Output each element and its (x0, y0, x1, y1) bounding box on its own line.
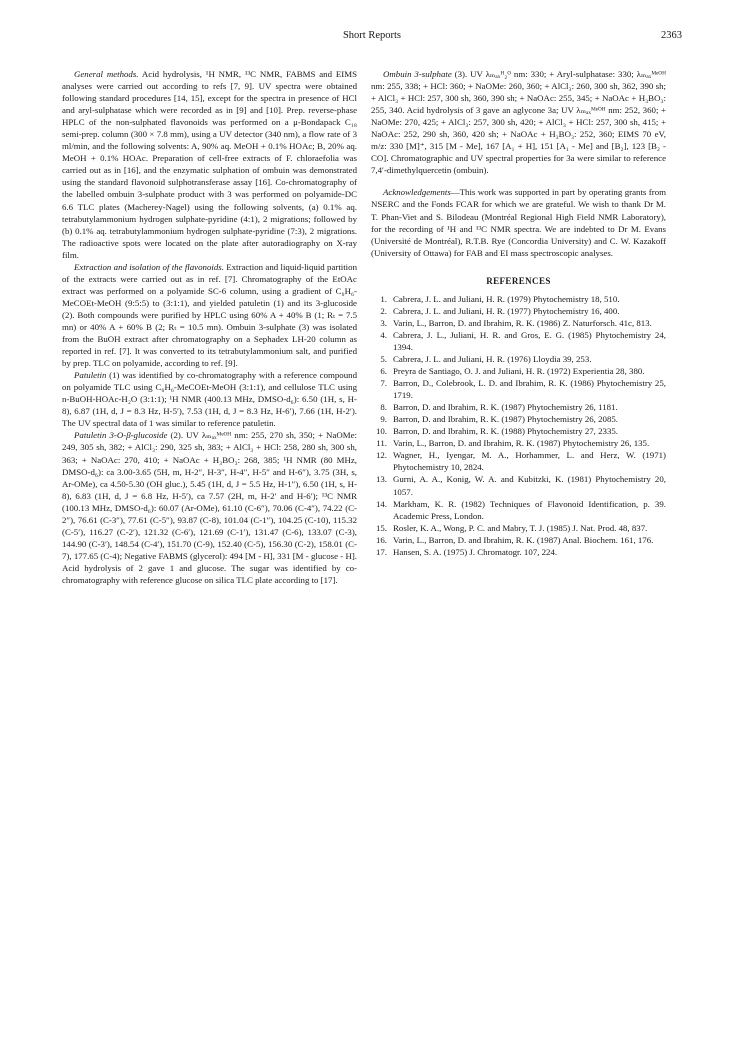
reference-item (371, 449, 666, 473)
reference-text: Rosler, K. A., Wong, P. C. and Mabry, T. J. (1985) J. Nat. Prod. 48, 837. (393, 522, 648, 533)
ombuin-heading: Ombuin 3-sulphate (383, 69, 452, 79)
reference-item (371, 305, 666, 317)
reference-number: 8. (380, 402, 387, 413)
reference-text: Cabrera, J. L., Juliani, H. R. and Gros, E. G. (1985) Phytochemistry 24, 1394. (393, 329, 666, 352)
reference-text: Barron, D. and Ibrahim, R. K. (1988) Phytochemistry 27, 2335. (393, 426, 618, 437)
extraction-heading: Extraction and isolation of the flavonoids. (74, 261, 224, 272)
extraction-text: Extraction and liquid-liquid partition of the extracts were carried out as in ref. [7]. Chromatography of the EtOAc extract was performed on a polyamide SC-6 column, using a gradient of C₆H₆-MeCOEt-MeOH (9:5:5) to (3:1:1), and yielded patuletin (1) and its 3-glucoside (2). Both compounds were purified by HPLC using 60% A + 40% B (1; Rₜ = 7.5 mn) or 40% A + 60% B (2; Rₜ = 10.5 mn). Ombuin 3-sulphate (3) was isolated from the BuOH extract after chromatography on a Sephadex LH-20 column as reported in ref. [7]. It was converted to its tetrabutylammonium salt, and purified by prep. TLC on polyamide, according to ref. [9]. (62, 261, 357, 369)
reference-item (371, 498, 666, 522)
general-methods-text: Acid hydrolysis, ¹H NMR, ¹³C NMR, FABMS and EIMS analyses were carried out according to refs [7, 9]. UV spectra were obtained following standard procedures [14, 15], except for the spectra in presence of HCl and aryl-sulphatase which were recorded as in [9] and [10]. Prep. reverse-phase HPLC of the non-sulphated flavonoids was performed on a μ-Bondapack C₁₈ semi-prep. column (300 × 7.8 mm), using a UV detector (340 nm), a flow rate of 3 ml/min, and the following solvents: A, 90% aq. MeOH + 0.1% HOAc; B, 20% aq. MeOH + 0.1% HOAc. Preparation of cell-free extracts of F. chloraefolia was carried out as in [16], and the enzymatic sulphation of ombuin was demonstrated using the standard flavonoid sulphotransferase assay [16]. Co-chromatography of the labelled ombuin 3-sulphate product with 3 was performed on polyamide-DC 6.6 TLC plates (Macherey-Nagel) using the following solvents, (a) 0.1% aq. tetrabutylammonium hydrogen sulphate-pyridine (4:1), 2 migrations; followed by (b) 0.1% aq. tetrabutylammonium hydrogen sulphate-pyridine (7:3), 2 migrations. The radioactive spots were located on the plate after autoradiography on X-ray film. (62, 69, 357, 260)
reference-item (371, 522, 666, 534)
reference-text: Varin, L., Barron, D. and Ibrahim, R. K. (1987) Anal. Biochem. 161, 176. (393, 534, 654, 545)
reference-number: 11. (376, 438, 387, 449)
page-header (62, 30, 682, 46)
reference-text: Cabrera, J. L. and Juliani, H. R. (1979) Phytochemistry 18, 510. (393, 293, 620, 304)
reference-number: 3. (380, 317, 387, 328)
reference-item (371, 353, 666, 365)
references-list (371, 293, 666, 558)
reference-item (371, 473, 666, 497)
glucoside-paragraph (62, 429, 357, 586)
reference-item (371, 329, 666, 353)
reference-item (371, 425, 666, 437)
left-column (62, 68, 357, 586)
reference-number: 17. (375, 546, 387, 557)
reference-number: 16. (375, 534, 387, 545)
reference-number: 13. (375, 474, 387, 485)
acknowledgements-heading: Acknowledgements (383, 187, 451, 198)
reference-item (371, 413, 666, 425)
reference-item (371, 534, 666, 546)
reference-text: Preyra de Santiago, O. J. and Juliani, H. R. (1972) Experientia 28, 380. (393, 366, 645, 377)
reference-text: Cabrera, J. L. and Juliani, H. R. (1976) Lloydia 39, 253. (393, 353, 592, 364)
reference-number: 14. (375, 498, 387, 509)
page-number: 2363 (661, 30, 682, 41)
reference-number: 5. (380, 353, 387, 364)
patuletin-heading: Patuletin (74, 370, 107, 381)
right-column (371, 68, 666, 558)
extraction-paragraph (62, 261, 357, 369)
reference-text: Hansen, S. A. (1975) J. Chromatogr. 107, 224. (393, 546, 558, 557)
reference-text: Varin, L., Barron, D. and Ibrahim, R. K. (1987) Phytochemistry 26, 135. (393, 438, 650, 449)
reference-text: Markham, K. R. (1982) Techniques of Flavonoid Identification, p. 39. Academic Press, London. (393, 498, 666, 521)
glucoside-text: (2). UV λₘₐₓᴹᵉᴼᴴ nm: 255, 270 sh, 350; + NaOMe: 249, 305 sh, 382; + AlCl₃: 290, 325 sh, 383; + AlCl₃ + HCl: 258, 280 sh, 300 sh, 363; + NaOAc: 270, 410; + NaOAc + H₃BO₃: 268, 385; ¹H NMR (80 MHz, DMSO-d₆): ca 3.00-3.65 (5H, m, H-2″, H-3″, H-4″, H-5″ and H-6″), 3.75 (3H, s, Ar-OMe), ca 4.50-5.30 (OH gluc.), 5.45 (1H, d, J = 5.5 Hz, H-1″), 6.50 (1H, s, H-8), 6.83 (1H, d, J = 6.8 Hz, H-5′), ca 7.57 (2H, m, H-2′ and H-6′); ¹³C NMR (100.13 MHz, DMSO-d₆): 60.07 (Ar-OMe), 61.10 (C-6″), 70.06 (C-4″), 74.22 (C-2″), 76.61 (C-3″), 77.61 (C-5″), 93.87 (C-8), 101.04 (C-1″), 104.25 (C-10), 115.32 (C-5′), 116.27 (C-2′), 121.32 (C-6′), 121.69 (C-1′), 131.47 (C-6), 133.07 (C-3), 144.90 (C-3′), 148.54 (C-4′), 151.70 (C-9), 152.40 (C-5), 156.30 (C-2), 158.01 (C-7), 177.65 (C-4); Negative FABMS (glycerol): 494 [M - H], 331 [M - glucose - H]. Acid hydrolysis of 2 gave 1 and glucose. The sugar was identified by co-chromatography with reference glucose on silica TLC plate according to [17]. (62, 430, 358, 585)
reference-number: 12. (375, 450, 387, 461)
reference-text: Cabrera, J. L. and Juliani, H. R. (1977) Phytochemistry 16, 400. (393, 305, 620, 316)
reference-number: 6. (380, 366, 387, 377)
reference-number: 10. (375, 426, 387, 437)
references-heading: REFERENCES (486, 275, 551, 286)
reference-item (371, 401, 666, 413)
general-methods-heading: General methods. (74, 69, 139, 79)
glucoside-heading: Patuletin 3-O-β-glucoside (74, 430, 168, 441)
ombuin-paragraph (371, 68, 666, 176)
ombuin-text: (3). UV λₘₐₓᴴ₂ᴼ nm: 330; + Aryl-sulphatase: 330; λₘₐₓᴹᵉᴼᴴ nm: 255, 338; + HCl: 360; + NaOMe: 260, 360; + AlCl₃: 260, 300 sh, 362, 390 sh; + AlCl₃ + HCl: 257, 300 sh, 360, 390 sh; + NaOAc: 255, 345; + NaOAc + H₃BO₃: 255, 340. Acid hydrolysis of 3 gave an aglycone 3a; UV λₘₐₓᴹᵉᴼᴴ nm: 252, 360; + NaOMe: 270, 425; + AlCl₃: 257, 300 sh, 420; + AlCl₃ + HCl: 257, 300 sh, 415; + NaOAc: 252, 290 sh, 360, 420 sh; + NaOAc + H₃BO₃: 252, 360; EIMS 70 eV, m/z: 330 [M]⁺, 315 [M - Me], 167 [A₁ + H], 151 [A₁ - Me] and [B₂], 123 [B₂ - CO]. Chromatographic and UV spectral properties for 3a were similar to reference 7,4′-dimethylquercetin (ombuin). (371, 69, 666, 176)
acknowledgements-text: —This work was supported in part by operating grants from NSERC and the Fonds FCAR for which we are grateful. We wish to thank Dr M. T. Phan-Viet and S. Bilodeau (Montréal Regional High Field NMR Laboratory), for the recording of ¹H and ¹³C NMR spectra. We are indebted to Dr M. Evans (Université de Montréal), R.T.B. Rye (Concordia University) and C. W. Kazakoff (University of Ottawa) for FAB and EI mass spectroscopic analyses. (371, 187, 666, 258)
reference-number: 9. (380, 414, 387, 425)
patuletin-text: (1) was identified by co-chromatography with a reference compound on polyamide TLC using C₆H₆-MeCOEt-MeOH (3:1:1), and cellulose TLC using n-BuOH-HOAc-H₂O (3:1:1); ¹H NMR (400.13 MHz, DMSO-d₆): 6.50 (1H, s, H-8), 6.87 (1H, d, J = 8.3 Hz, H-5′), 7.53 (1H, d, J = 8.3 Hz, H-6′), 7.66 (1H, H-2′). The UV spectral data of 1 was similar to reference patuletin. (62, 370, 357, 429)
running-title: Short Reports (342, 30, 402, 41)
reference-number: 2. (380, 305, 387, 316)
reference-item (371, 546, 666, 558)
reference-item (371, 317, 666, 329)
reference-number: 4. (380, 329, 387, 340)
acknowledgements-paragraph (371, 186, 666, 258)
reference-text: Barron, D. and Ibrahim, R. K. (1987) Phytochemistry 26, 2085. (393, 414, 618, 425)
reference-number: 15. (375, 522, 387, 533)
reference-text: Barron, D. and Ibrahim, R. K. (1987) Phytochemistry 26, 1181. (393, 402, 618, 413)
patuletin-paragraph (62, 369, 357, 429)
reference-item (371, 293, 666, 305)
reference-number: 7. (380, 378, 387, 389)
general-methods-paragraph (62, 68, 357, 261)
reference-number: 1. (380, 293, 387, 304)
reference-text: Barron, D., Colebrook, L. D. and Ibrahim, R. K. (1986) Phytochemistry 25, 1719. (393, 378, 666, 401)
reference-item (371, 437, 666, 449)
reference-text: Gurni, A. A., Konig, W. A. and Kubitzki, K. (1981) Phytochemistry 20, 1057. (393, 474, 666, 497)
reference-text: Varin, L., Barron, D. and Ibrahim, R. K. (1986) Z. Naturforsch. 41c, 813. (393, 317, 652, 328)
reference-item (371, 365, 666, 377)
reference-text: Wagner, H., Iyengar, M. A., Horhammer, L. and Herz, W. (1971) Phytochemistry 10, 2824. (393, 450, 666, 473)
reference-item (371, 377, 666, 401)
